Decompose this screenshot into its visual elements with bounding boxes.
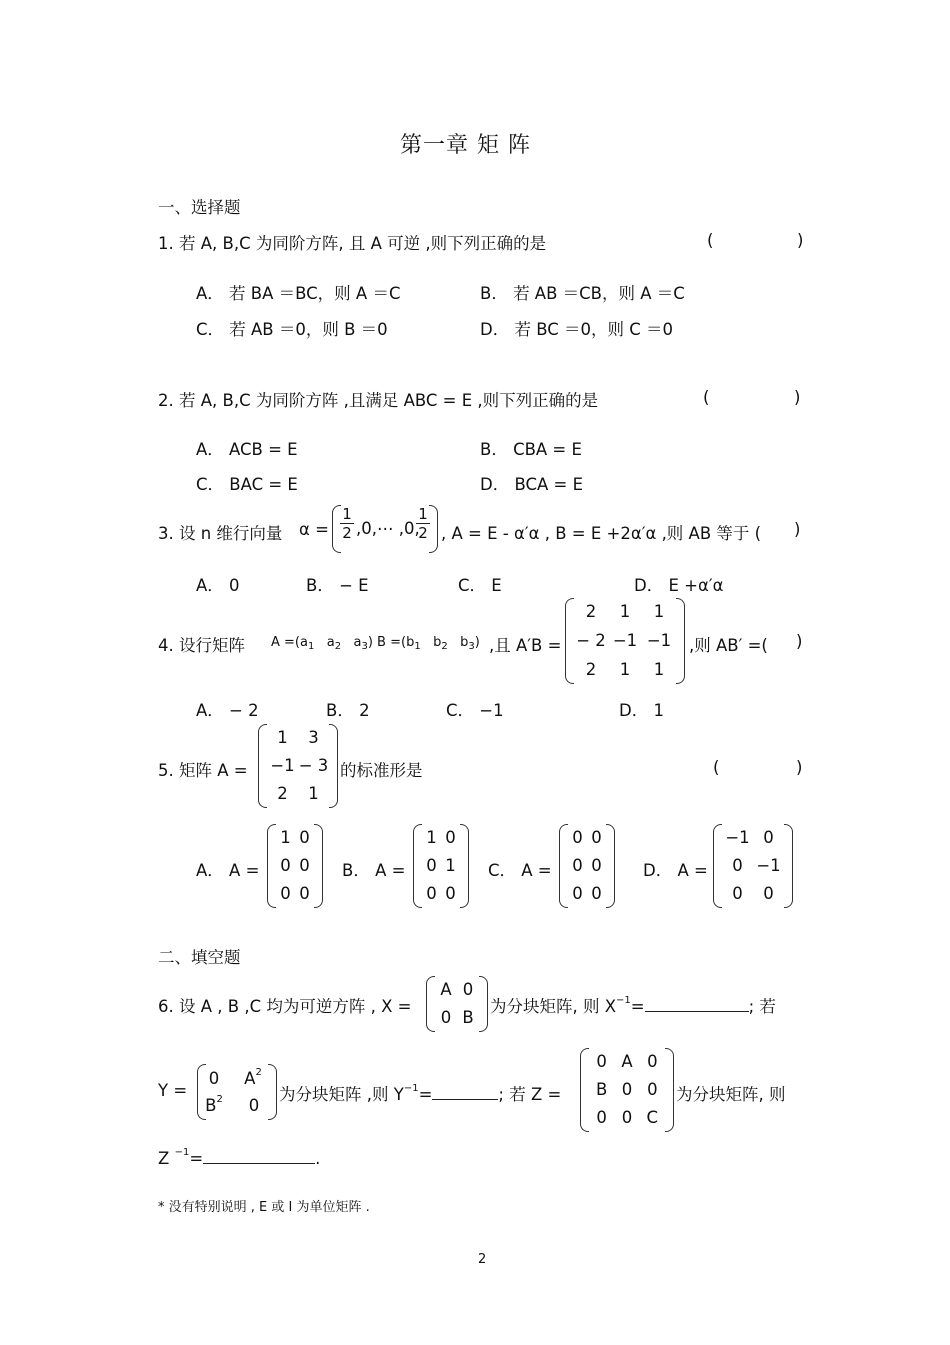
- q4-b3: b: [460, 635, 469, 650]
- matrix-cell: 0: [572, 884, 583, 903]
- answer-paren-close: ): [796, 758, 803, 777]
- q3-option-b: B． − E: [306, 576, 369, 595]
- q3-fraction-2: [416, 505, 430, 542]
- matrix-cell: 0: [572, 856, 583, 875]
- matrix-cell: 0: [763, 828, 774, 847]
- matrix-cell: 0: [591, 856, 602, 875]
- matrix-cell: 0: [248, 1096, 260, 1115]
- matrix-cell: 0: [440, 1008, 452, 1027]
- matrix-cell: 0: [621, 1108, 633, 1127]
- fraction-numerator: 1: [342, 505, 352, 523]
- matrix-cell: 0: [596, 1108, 607, 1127]
- q4-option-a: A． − 2: [196, 701, 259, 720]
- q6-y-lead: Y =: [158, 1081, 188, 1100]
- period: .: [315, 1149, 321, 1168]
- matrix-cell: 0: [445, 884, 456, 903]
- answer-blank-z-inverse[interactable]: [203, 1149, 315, 1164]
- q5-option-a-label: A． A =: [196, 861, 260, 880]
- q6-x-tail-text: 为分块矩阵, 则 X: [490, 997, 617, 1016]
- matrix-cell: 0: [462, 980, 474, 999]
- q3-vector-middle: ,0,⋯ ,0,: [356, 519, 420, 538]
- q4-b2: b: [433, 635, 442, 650]
- matrix-cell: 0: [591, 884, 602, 903]
- q6-y-tail: [279, 1081, 561, 1105]
- equals: =: [418, 1085, 433, 1104]
- matrix-cell: [200, 1096, 228, 1115]
- q3-option-c: C． E: [458, 576, 502, 595]
- question-2-stem: 2. 若 A, B,C 为同阶方阵 ,且满足 ABC = E ,则下列正确的是: [158, 391, 599, 410]
- matrix-cell: A: [621, 1052, 633, 1071]
- answer-paren-close: ): [794, 520, 801, 539]
- q4-matrix: [565, 598, 685, 684]
- q4-option-d: D． 1: [619, 701, 664, 720]
- matrix-cell: − 2: [576, 631, 606, 650]
- q3-option-d: D． E +α′α: [634, 576, 724, 595]
- answer-paren-open: (: [713, 758, 720, 777]
- q5-option-d-label: D． A =: [643, 861, 708, 880]
- left-paren: [559, 824, 568, 908]
- q4-a-open: A =(a: [271, 635, 308, 650]
- q1-option-c: C． 若 AB ＝0，则 B ＝0: [196, 320, 388, 339]
- question-4-lead: 4. 设行矩阵: [158, 636, 245, 655]
- left-paren: [565, 598, 574, 684]
- q4-row-vectors: [271, 635, 480, 650]
- matrix-cell: A: [440, 980, 452, 999]
- q2-option-d: D． BCA = E: [480, 475, 584, 494]
- left-paren: [413, 824, 422, 908]
- q4-a3: a: [353, 635, 362, 650]
- matrix-cell: 0: [647, 1080, 658, 1099]
- matrix-cell: 0: [763, 884, 774, 903]
- matrix-cell: 3: [308, 728, 319, 747]
- page-number: 2: [478, 1252, 487, 1267]
- matrix-cell: 1: [619, 659, 631, 679]
- matrix-cell: 0: [426, 884, 437, 903]
- question-1-stem: 1. 若 A, B,C 为同阶方阵, 且 A 可逆 ,则下列正确的是: [158, 234, 547, 253]
- section-heading-choice: 一、选择题: [158, 198, 241, 217]
- q2-option-c: C． BAC = E: [196, 475, 298, 494]
- matrix-cell: 0: [445, 828, 456, 847]
- matrix-cell: 0: [572, 828, 583, 847]
- q2-option-a: A． ACB = E: [196, 440, 298, 459]
- matrix-cell: 0: [299, 828, 310, 847]
- right-paren: [314, 824, 323, 908]
- matrix-cell: −1: [725, 828, 750, 847]
- subscript: 3: [361, 641, 368, 652]
- q3-alpha-vector: [332, 505, 438, 553]
- footnote: * 没有特别说明 , E 或 I 为单位矩阵 .: [158, 1200, 370, 1215]
- answer-paren-open: (: [707, 231, 714, 250]
- answer-paren-open: (: [703, 388, 710, 407]
- matrix-cell: 0: [208, 1069, 220, 1088]
- left-paren: [580, 1048, 589, 1132]
- q6-z-tail: 为分块矩阵, 则: [676, 1085, 786, 1104]
- inverse-superscript: −1: [403, 1083, 419, 1094]
- subscript: 2: [441, 641, 448, 652]
- fraction-denominator: 2: [340, 523, 354, 542]
- matrix-cell: 0: [591, 828, 602, 847]
- matrix-cell: −1: [756, 856, 781, 875]
- q5-tail: 的标准形是: [340, 761, 423, 780]
- right-paren: [665, 1048, 674, 1132]
- right-paren: [606, 824, 615, 908]
- matrix-cell: 1: [426, 828, 437, 847]
- matrix-cell: 1: [308, 784, 319, 803]
- matrix-cell: [239, 1069, 267, 1088]
- q1-option-d: D． 若 BC ＝0，则 C ＝0: [480, 320, 673, 339]
- subscript: 3: [468, 641, 475, 652]
- q6-x-tail: [490, 993, 776, 1017]
- q6-y-tail-text: 为分块矩阵 ,则 Y: [279, 1085, 404, 1104]
- q4-b-close: ): [474, 635, 480, 650]
- subscript: 1: [414, 641, 421, 652]
- q4-a2: a: [326, 635, 335, 650]
- q5-matrix: [258, 724, 338, 808]
- q5-option-d-matrix: [713, 824, 793, 908]
- superscript: 2: [255, 1067, 262, 1078]
- right-paren: [268, 1064, 277, 1120]
- matrix-cell: 0: [621, 1080, 633, 1099]
- q4-option-b: B． 2: [326, 701, 370, 720]
- matrix-cell: 0: [732, 884, 743, 903]
- matrix-cell: −1: [612, 631, 638, 650]
- q4-option-c: C． −1: [446, 701, 504, 720]
- q1-option-b: B． 若 AB ＝CB，则 A ＝C: [480, 284, 685, 303]
- fraction-numerator: 1: [418, 505, 428, 523]
- q6-y-matrix: [197, 1064, 277, 1120]
- matrix-cell: 1: [619, 602, 631, 622]
- matrix-cell: 0: [299, 884, 310, 903]
- question-5-lead: 5. 矩阵 A =: [158, 761, 248, 780]
- q6-z-matrix: [580, 1048, 674, 1132]
- q6-z: Z: [158, 1149, 170, 1168]
- q3-option-a: A． 0: [196, 576, 240, 595]
- q3-fraction-1: [340, 505, 354, 542]
- matrix-cell: 0: [596, 1052, 607, 1071]
- q3-definitions: , A = E - α′α , B = E +2α′α ,则 AB 等于 (: [441, 524, 762, 543]
- q5-option-b-matrix: [413, 824, 469, 908]
- inverse-superscript: −1: [616, 995, 631, 1006]
- page-title: 第一章 矩 阵: [400, 133, 531, 158]
- question-3-lead: 3. 设 n 维行向量: [158, 524, 283, 543]
- question-6-lead: 6. 设 A , B ,C 均为可逆方阵 , X =: [158, 997, 412, 1016]
- left-paren: [713, 824, 722, 908]
- matrix-cell: 1: [277, 728, 288, 747]
- matrix-cell: B: [462, 1008, 474, 1027]
- q3-alpha-eq: α =: [299, 520, 329, 539]
- answer-paren-close: ): [794, 388, 801, 407]
- matrix-cell: 0: [280, 884, 291, 903]
- matrix-cell: 1: [653, 602, 665, 622]
- matrix-cell: 1: [280, 828, 291, 847]
- matrix-cell: − 3: [298, 756, 329, 775]
- q2-option-b: B． CBA = E: [480, 440, 582, 459]
- matrix-cell: 0: [732, 856, 743, 875]
- answer-paren-close: ): [796, 632, 803, 651]
- section-heading-fill: 二、填空题: [158, 948, 241, 967]
- answer-paren-close: ): [797, 231, 804, 250]
- answer-blank-x-inverse[interactable]: [645, 997, 749, 1012]
- matrix-cell: −1: [270, 756, 295, 775]
- q6-y-a: A: [244, 1069, 256, 1088]
- fraction-denominator: 2: [416, 523, 430, 542]
- answer-blank-y-inverse[interactable]: [432, 1085, 498, 1100]
- right-paren: [329, 724, 338, 808]
- inverse-superscript: −1: [174, 1147, 190, 1158]
- matrix-cell: 0: [426, 856, 437, 875]
- left-paren: [267, 824, 276, 908]
- q1-option-a: A． 若 BA ＝BC，则 A ＝C: [196, 284, 401, 303]
- equals: =: [630, 997, 645, 1016]
- q6-semicolon-if: ; 若: [748, 997, 776, 1016]
- matrix-cell: 1: [445, 856, 456, 875]
- q4-b-open: ) B =(b: [367, 635, 415, 650]
- matrix-cell: B: [596, 1080, 608, 1099]
- q4-condition: ,且 A′B =: [489, 636, 562, 655]
- matrix-cell: 1: [653, 659, 665, 679]
- matrix-cell: −1: [646, 631, 672, 650]
- q5-option-c-label: C． A =: [488, 861, 552, 880]
- equals: =: [189, 1149, 204, 1168]
- matrix-cell: C: [646, 1108, 659, 1127]
- matrix-cell: 2: [277, 784, 288, 803]
- matrix-cell: 0: [280, 856, 291, 875]
- q5-option-b-label: B． A =: [342, 861, 406, 880]
- superscript: 2: [216, 1094, 223, 1105]
- right-paren: [676, 598, 685, 684]
- matrix-cell: 0: [647, 1052, 658, 1071]
- right-paren: [784, 824, 793, 908]
- left-paren: [258, 724, 267, 808]
- matrix-cell: 2: [585, 602, 597, 622]
- q6-z-inverse-line: [158, 1149, 320, 1168]
- matrix-cell: 0: [299, 856, 310, 875]
- q6-semicolon-z: ; 若 Z =: [498, 1085, 562, 1104]
- q6-x-matrix: [426, 976, 488, 1032]
- q5-option-c-matrix: [559, 824, 615, 908]
- q4-question: ,则 AB′ =(: [689, 636, 768, 655]
- subscript: 2: [334, 641, 342, 652]
- subscript: 1: [307, 641, 315, 652]
- right-paren: [429, 505, 438, 553]
- q6-y-b: B: [205, 1096, 217, 1115]
- matrix-cell: 2: [585, 659, 597, 679]
- q5-option-a-matrix: [267, 824, 323, 908]
- left-paren: [426, 976, 435, 1032]
- right-paren: [479, 976, 488, 1032]
- right-paren: [460, 824, 469, 908]
